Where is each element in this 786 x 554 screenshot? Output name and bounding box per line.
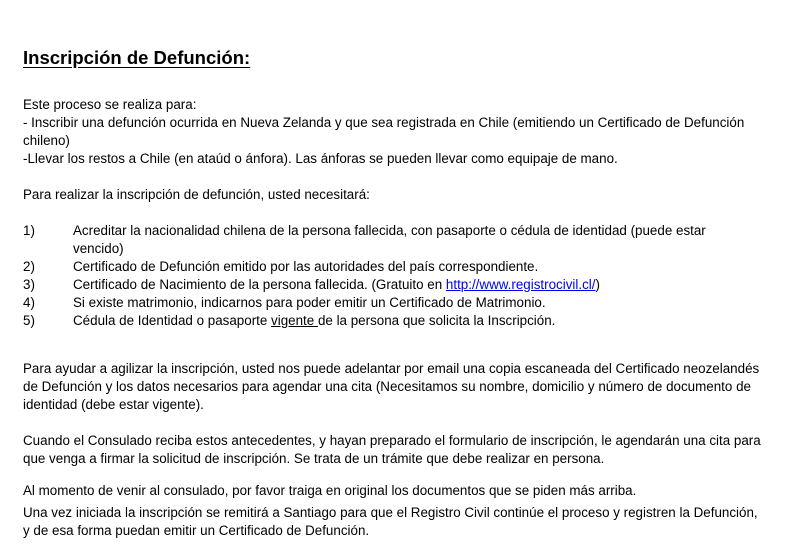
list-item-number: 1) bbox=[23, 223, 35, 238]
consulate-paragraph-line-2: Al momento de venir al consulado, por favor traiga en original los documentos que se piden más arriba. bbox=[23, 482, 637, 498]
list-item-text-after: ) bbox=[595, 277, 600, 292]
vigente-underlined: vigente bbox=[271, 313, 318, 328]
intro-line-2: - Inscribir una defunción ocurrida en Nueva Zelanda y que sea registrada en Chile (emitiendo un Certificado de Defunción chileno) bbox=[23, 115, 745, 148]
list-item bbox=[23, 276, 763, 294]
list-item-text-after: de la persona que solicita la Inscripción. bbox=[317, 313, 556, 328]
requirements-list bbox=[23, 222, 763, 330]
list-item-number: 4) bbox=[23, 295, 35, 310]
final-paragraph: Una vez iniciada la inscripción se remitirá a Santiago para que el Registro Civil continúe el proceso y registren la Defunción, y de esa forma puedan emitir un Certificado de Defunción. bbox=[23, 505, 758, 539]
list-item-number: 5) bbox=[23, 313, 35, 328]
email-paragraph-section bbox=[23, 347, 763, 428]
consulate-paragraph-line-1: Cuando el Consulado reciba estos antecedentes, y hayan preparado el formulario de inscripción, le agendarán una cita para que venga a firmar la solicitud de inscripción. Se trata de un trámite que debe realizar en persona. bbox=[23, 433, 761, 467]
email-paragraph: Para ayudar a agilizar la inscripción, usted nos puede adelantar por email una copia escaneada del Certificado neozelandés de Defunción y los datos necesarios para agendar una cita (Necesitamos su nombre, domicilio y número de documento de identidad (debe estar vigente). bbox=[23, 361, 760, 413]
list-item-text bbox=[73, 276, 733, 294]
intro-line-1: Este proceso se realiza para: bbox=[23, 97, 197, 112]
requirements-intro: Para realizar la inscripción de defunción, usted necesitará: bbox=[23, 187, 370, 202]
registro-civil-link[interactable]: http://www.registrocivil.cl/ bbox=[445, 277, 596, 292]
list-item-text-before: Certificado de Nacimiento de la persona fallecida. (Gratuito en bbox=[73, 277, 446, 292]
final-paragraph-section bbox=[23, 491, 763, 554]
list-item-number: 3) bbox=[23, 277, 35, 292]
list-item-text: Acreditar la nacionalidad chilena de la persona fallecida, con pasaporte o cédula de identidad (puede estar vencido) bbox=[73, 223, 706, 256]
intro-line-3: -Llevar los restos a Chile (en ataúd o ánfora). Las ánforas se pueden llevar como equipaje de mano. bbox=[23, 151, 618, 166]
list-item-text bbox=[73, 312, 733, 330]
page-title: Inscripción de Defunción: bbox=[23, 47, 251, 68]
list-item-text: Certificado de Defunción emitido por las autoridades del país correspondiente. bbox=[73, 259, 539, 274]
list-item bbox=[23, 258, 763, 276]
list-item-text-before: Cédula de Identidad o pasaporte bbox=[73, 313, 272, 328]
list-item bbox=[23, 222, 763, 258]
list-item bbox=[23, 312, 763, 330]
list-item-text: Si existe matrimonio, indicarnos para poder emitir un Certificado de Matrimonio. bbox=[73, 295, 546, 310]
list-item-number: 2) bbox=[23, 259, 35, 274]
intro-section bbox=[23, 96, 763, 168]
list-item bbox=[23, 294, 763, 312]
